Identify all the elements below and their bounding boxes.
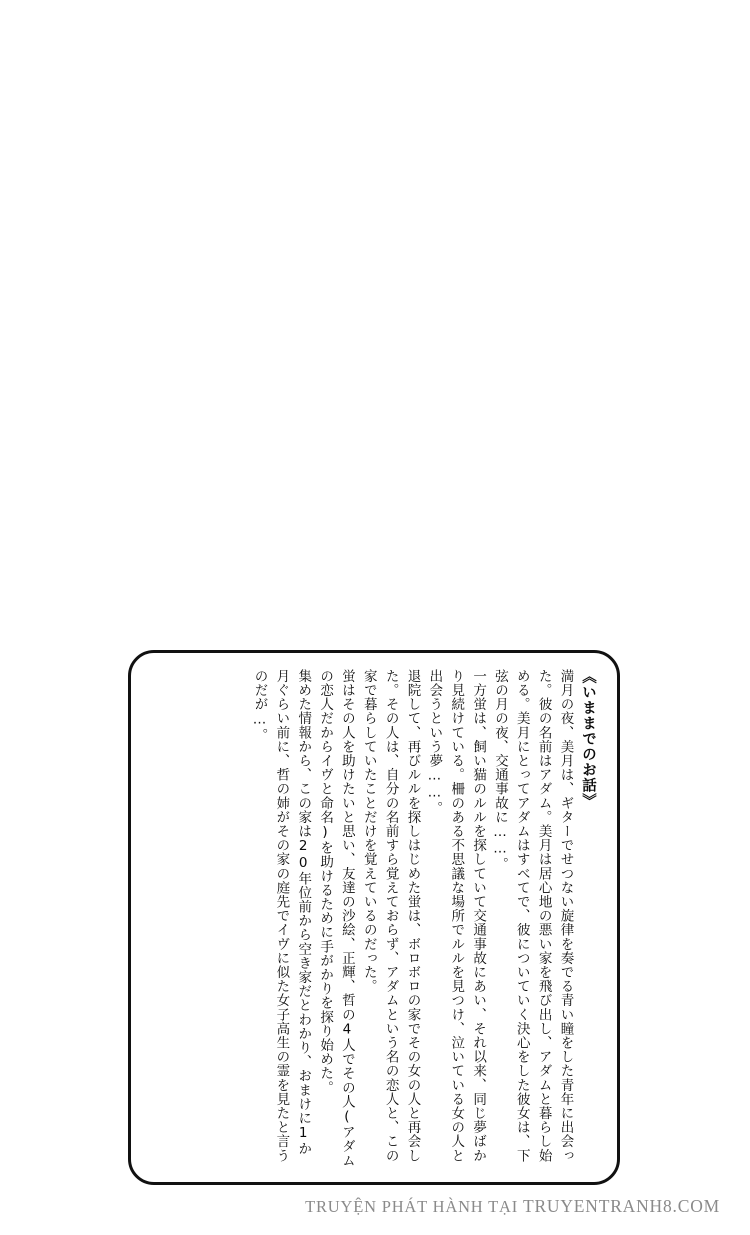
footer-site-name: TRUYENTRANH8.COM	[522, 1196, 720, 1216]
footer-credit	[0, 1196, 720, 1217]
recap-paragraph: 蛍はその人を助けたいと思い、友達の沙絵、正輝、哲の4人でその人(アダムの恋人だからイヴと命名)を助けるために手がかりを探り始めた。	[317, 669, 355, 1168]
recap-paragraph: 一方蛍は、飼い猫のルルを探していて交通事故にあい、それ以来、同じ夢ばかり見続けている。柵のある不思議な場所でルルを見つけ、泣いている女の人と出会うという夢……。	[426, 669, 487, 1163]
recap-text-block	[147, 669, 599, 1168]
recap-paragraph: 退院して、再びルルを探しはじめた蛍は、ボロボロの家でその女の人と再会した。その人は、自分の名前すら覚えておらず、アダムという名の恋人と、この家で暮らしていたことだけを覚えているのだった。	[360, 669, 421, 1163]
recap-paragraph: 満月の夜、美月は、ギターでせつない旋律を奏でる青い瞳をした青年に出会った。彼の名前はアダム。美月は居心地の悪い家を飛び出し、アダムと暮らし始める。美月にとってアダムはすべてで、彼についていく決心をした彼女は、下弦の月の夜、交通事故に……。	[491, 669, 574, 1163]
recap-paragraph: 集めた情報から、この家は20年位前から空き家だとわかり、おまけに1か月ぐらい前に、哲の姉がその家の庭先でイヴに似た女子高生の霊を見たと言うのだが…。	[251, 669, 312, 1163]
recap-panel	[128, 650, 620, 1185]
recap-heading: 《いままでのお話》	[580, 669, 596, 809]
footer-credit-prefix: TRUYỆN PHÁT HÀNH TẠI	[305, 1197, 523, 1216]
